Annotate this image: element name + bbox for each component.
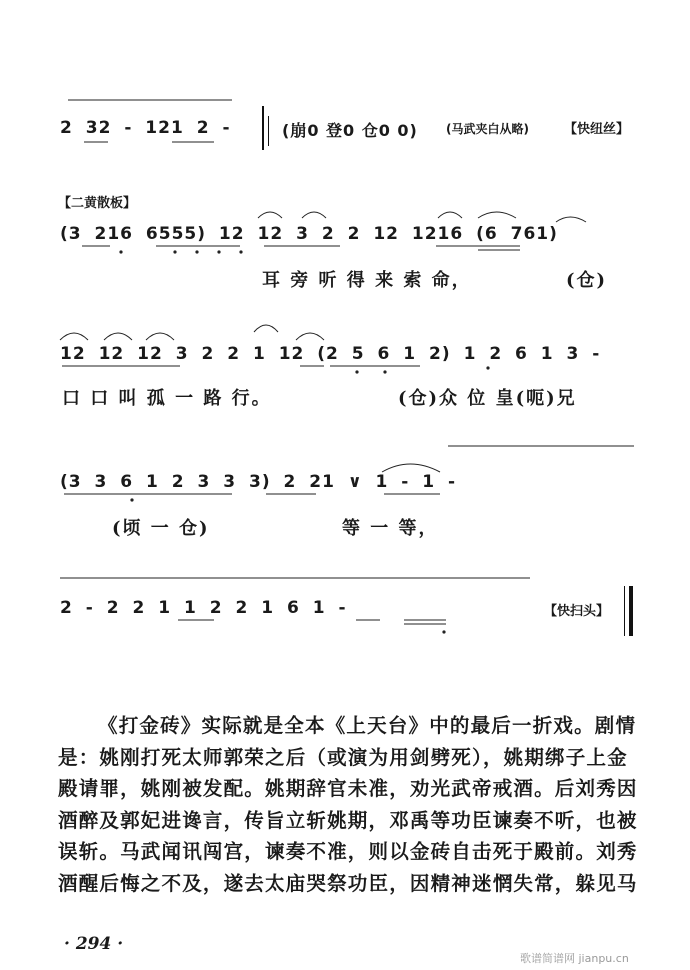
system2-notes: (3 216 6555) 12 12 3 2 2 12 1216 (6 761) [60, 224, 558, 244]
paragraph-line: 酒醉及郭妃进谗言，传旨立斩姚期，邓禹等功臣谏奏不听，也被 [58, 808, 638, 832]
slur-mark [478, 212, 516, 218]
slur-mark [382, 464, 440, 472]
paragraph-line: 《打金砖》实际就是全本《上天台》中的最后一折戏。剧情 [98, 714, 637, 737]
system2-lyrics-tail: (仓) [566, 270, 608, 291]
system4-notes: (3 3 6 1 2 3 3 3) 2 21 ∨ 1 - 1 - [60, 472, 457, 492]
slur-mark [146, 333, 174, 340]
slur-mark [258, 212, 282, 218]
final-barline-thick [629, 586, 633, 636]
paragraph-line: 酒醒后悔之不及，遂去太庙哭祭功臣，因精神迷惘失常，躲见马 [58, 871, 638, 895]
octave-dot [383, 370, 386, 373]
page-number: · 294 · [64, 934, 124, 954]
octave-dot [217, 250, 220, 253]
octave-dot [195, 250, 198, 253]
octave-dot [442, 630, 445, 633]
section-heading: 【二黄散板】 [58, 196, 137, 211]
watermark: 歌谱简谱网 jianpu.cn [520, 952, 629, 965]
octave-dot [486, 366, 489, 369]
system2-lyrics: 耳 旁 听 得 来 索 命， [262, 270, 472, 291]
octave-dot [355, 370, 358, 373]
paragraph-line: 殿请罪，姚刚被发配。姚期辞官未准，劝光武帝戒酒。后刘秀因 [58, 777, 638, 800]
description-paragraph [58, 710, 648, 899]
paragraph-line: 是：姚刚打死太师郭荣之后（或演为用剑劈死），姚期绑子上金 [58, 745, 628, 769]
system5-notes: 2 - 2 2 1 1 2 2 1 6 1 - [60, 598, 347, 618]
slur-mark [104, 333, 132, 340]
octave-dot [119, 250, 122, 253]
system5-cue: 【快扫头】 [544, 604, 610, 619]
octave-dot [173, 250, 176, 253]
system4-lyrics-b: 等 一 等， [342, 518, 439, 539]
system1-percussion: (崩0 登0 仓0 0) [282, 121, 418, 140]
system3-lyrics: 口 口 叫 孤 一 路 行。 [62, 388, 272, 409]
system3-notes: 12 12 12 3 2 2 1 12 (2 5 6 1 2) 1 2 6 1 3 - [60, 344, 601, 364]
final-barline-thin [624, 586, 625, 636]
barline [268, 116, 269, 146]
system1-cue: 【快纽丝】 [564, 122, 630, 137]
slur-mark [556, 217, 586, 222]
slur-mark [438, 212, 462, 218]
system1-annotation: (马武夹白从略) [446, 122, 529, 136]
slur-mark [302, 212, 326, 218]
barline [262, 106, 264, 150]
octave-dot [130, 498, 133, 501]
system3-lyrics-tail: (仓)众 位 皇(呃)兄 [398, 388, 577, 409]
system4-lyrics-a: (顷 一 仓) [112, 518, 210, 539]
octave-dot [239, 250, 242, 253]
paragraph-line: 误斩。马武闻讯闯宫，谏奏不准，则以金砖自击死于殿前。刘秀 [58, 840, 638, 863]
slur-mark [296, 333, 324, 340]
slur-mark [254, 325, 278, 332]
slur-mark [60, 333, 88, 340]
system1-notes: 2 32 - 121 2 - [60, 118, 231, 138]
